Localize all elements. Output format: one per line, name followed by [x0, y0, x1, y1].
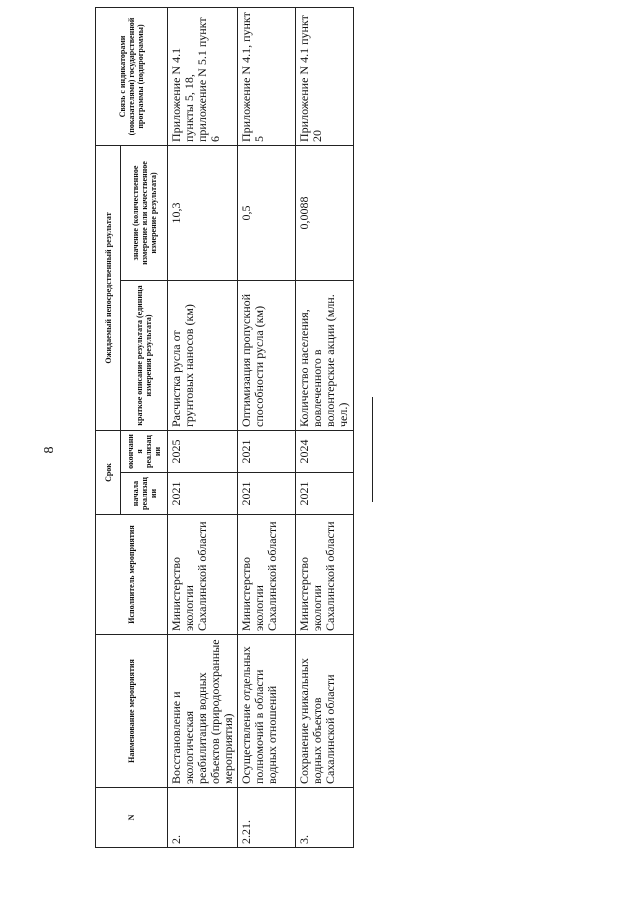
cell-desc: Количество населения, вовлеченного в волонтерские акции (млн. чел.)	[296, 281, 354, 431]
header-term: Срок	[96, 431, 121, 515]
header-name: Наименование мероприятия	[96, 635, 168, 788]
cell-end: 2024	[296, 431, 354, 473]
header-result-value: значение (количественное измерение или качественное измерение результата)	[121, 146, 168, 281]
cell-start: 2021	[296, 473, 354, 515]
cell-executor: Министерство экологии Сахалинской области	[296, 515, 354, 635]
cell-name: Сохранение уникальных водных объектов Сахалинской области	[296, 635, 354, 788]
cell-start: 2021	[238, 473, 296, 515]
header-row-1	[96, 8, 121, 848]
signature-line	[372, 397, 373, 502]
rotated-table-container	[95, 8, 350, 848]
header-term-end: окончания реализации	[121, 431, 168, 473]
header-term-start: начала реализации	[121, 473, 168, 515]
table-row	[296, 8, 354, 848]
measures-table	[95, 7, 354, 848]
cell-end: 2025	[168, 431, 238, 473]
cell-num: 3.	[296, 788, 354, 848]
cell-executor: Министерство экологии Сахалинской области	[168, 515, 238, 635]
cell-name: Осуществление отдельных полномочий в области водных отношений	[238, 635, 296, 788]
cell-start: 2021	[168, 473, 238, 515]
header-link: Связь с индикаторами (показателями) государственной программы (подпрограммы)	[96, 8, 168, 146]
cell-desc: Расчистка русла от грунтовых наносов (км)	[168, 281, 238, 431]
header-executor: Исполнитель мероприятия	[96, 515, 168, 635]
cell-num: 2.21.	[238, 788, 296, 848]
cell-value: 0,0088	[296, 146, 354, 281]
cell-link: Приложение N 4.1, пункт 5	[238, 8, 296, 146]
header-result-desc: краткое описание результата (единица измерения результата)	[121, 281, 168, 431]
header-num: N	[96, 788, 168, 848]
cell-executor: Министерство экологии Сахалинской области	[238, 515, 296, 635]
cell-link: Приложение N 4.1 пункт 20	[296, 8, 354, 146]
cell-name: Восстановление и экологическая реабилитация водных объектов (природоохранные мероприятия)	[168, 635, 238, 788]
header-result: Ожидаемый непосредственный результат	[96, 146, 121, 431]
cell-num: 2.	[168, 788, 238, 848]
table-row	[168, 8, 238, 848]
page-number: 8	[42, 446, 57, 454]
cell-link: Приложение N 4.1 пункты 5, 18, приложение N 5.1 пункт 6	[168, 8, 238, 146]
cell-end: 2021	[238, 431, 296, 473]
cell-desc: Оптимизация пропускной способности русла (км)	[238, 281, 296, 431]
cell-value: 10,3	[168, 146, 238, 281]
table-row	[238, 8, 296, 848]
cell-value: 0,5	[238, 146, 296, 281]
